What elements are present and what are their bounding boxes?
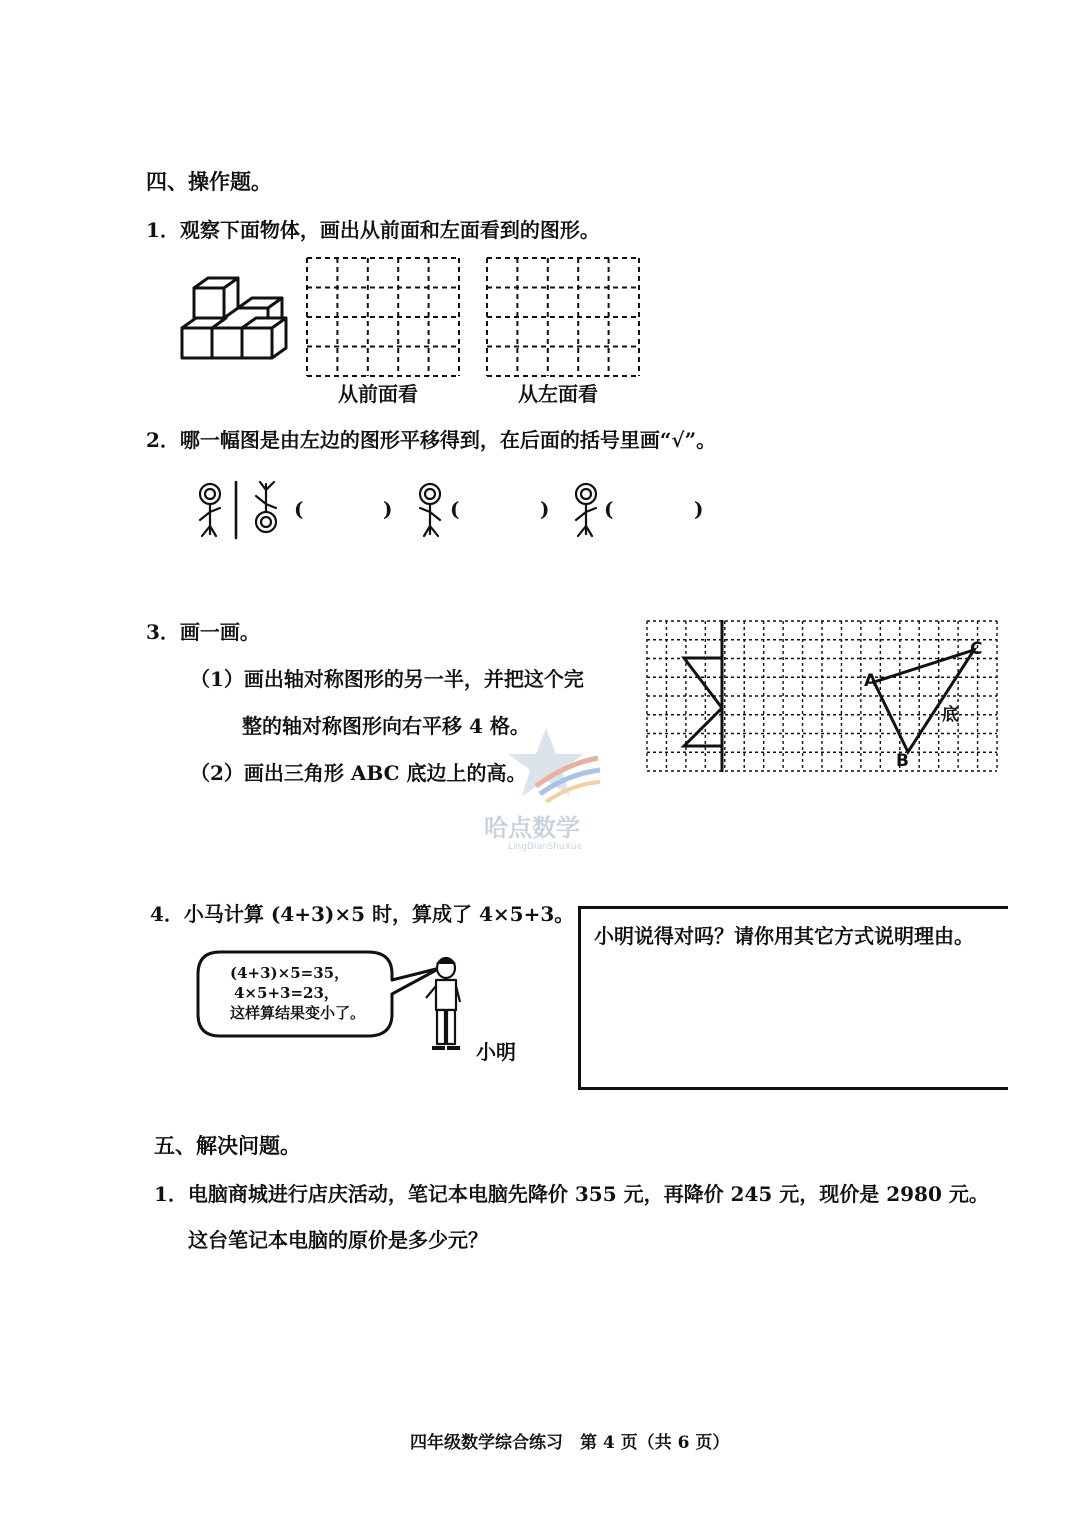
cube-stack-figure [176,276,306,362]
original-figure [190,478,300,542]
triangle-label-b: B [896,751,909,771]
option2-close[interactable]: ) [540,497,550,521]
q2-text: 2．哪一幅图是由左边的图形平移得到，在后面的括号里画“√”。 [146,428,717,452]
option3-figure [562,478,608,542]
left-view-caption: 从左面看 [518,382,598,406]
q3-title: 3．画一画。 [146,620,260,644]
option3-open: ( [604,497,614,521]
watermark-sub: LingDianShuXue [508,842,583,852]
q4-text: 4．小马计算 (4+3)×5 时，算成了 4×5+3。 [150,902,575,926]
q1-text: 1．观察下面物体，画出从前面和左面看到的图形。 [146,218,600,242]
q3-part2: （2）画出三角形 ABC 底边上的高。 [190,761,527,785]
option1-close[interactable]: ) [383,497,393,521]
q4-box-prompt: 小明说得对吗？请你用其它方式说明理由。 [594,924,974,948]
watermark-logo [506,724,602,808]
section-5-title: 五、解决问题。 [154,1133,301,1158]
q3-grid-figure [646,620,998,772]
left-view-grid [486,257,640,377]
section-4-title: 四、操作题。 [146,169,272,194]
speech-line-3: 这样算结果变小了。 [230,1004,366,1022]
option3-close[interactable]: ) [694,497,704,521]
option2-figure [406,478,452,542]
xiaoming-figure [424,956,468,1056]
speech-line-2: 4×5+3=23， [234,984,339,1002]
triangle-label-a: A [864,671,878,691]
q3-part1-line2: 整的轴对称图形向右平移 4 格。 [242,714,530,738]
triangle-base-label: 底 [942,705,959,725]
q3-part1-line1: （1）画出轴对称图形的另一半，并把这个完 [190,667,584,691]
s5-q1-line2: 这台笔记本电脑的原价是多少元？ [188,1228,488,1252]
option1-open: ( [294,497,304,521]
speech-line-1: (4+3)×5=35， [230,964,350,982]
watermark-name: 哈点数学 [484,814,580,842]
front-view-grid [306,257,460,377]
xiaoming-name: 小明 [476,1040,516,1064]
front-view-caption: 从前面看 [338,382,418,406]
page-footer: 四年级数学综合练习 第 4 页（共 6 页） [410,1433,730,1453]
s5-q1-line1: 1．电脑商城进行店庆活动，笔记本电脑先降价 355 元，再降价 245 元，现价是 2980 元。 [154,1182,989,1206]
option2-open: ( [450,497,460,521]
triangle-label-c: C [970,639,983,659]
